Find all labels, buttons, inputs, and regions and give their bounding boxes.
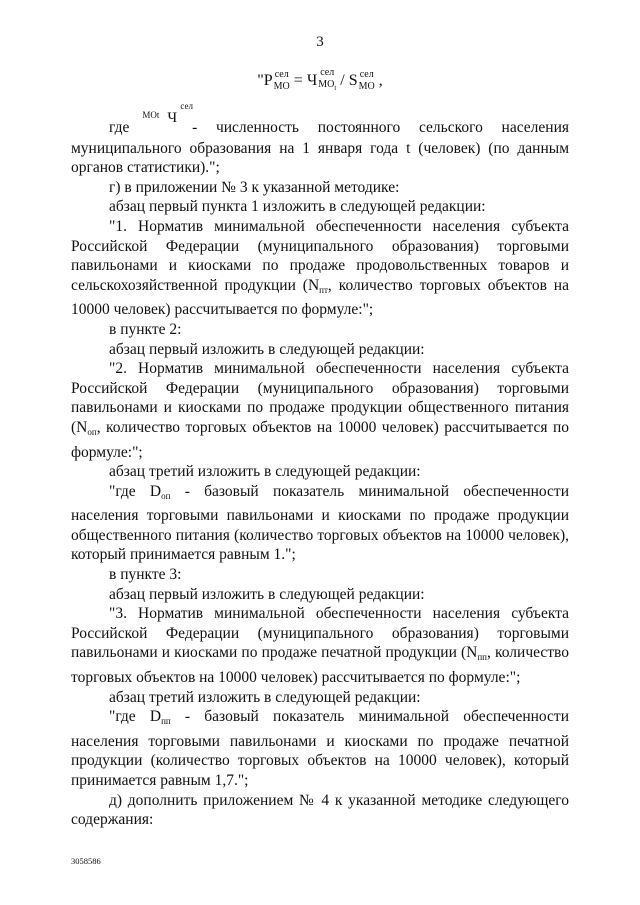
norm2-text-end: , количество торговых объектов на 10000 человек) рассчитывается по формуле:"; [71,418,569,461]
paragraph-punkt2: в пункте 2: [109,320,182,338]
where-symbol-main: Ч [167,110,178,126]
paragraph-d: д) дополнить приложением № 4 к указанной методике следующего содержания: [71,791,569,829]
base-pp-text-end: - базовый показатель минимальной обеспеченности населения торговыми павильонами и киосками по продаже печатной продукции (количество торговых объектов на 10000 человек), который принимается равным 1,7."; [71,708,569,789]
base-op-text: "где D [109,482,162,500]
norm1-text-end: , количество торговых объектов на 10000 человек) рассчитывается по формуле:"; [71,276,569,319]
where-symbol [129,101,193,139]
formula-s-sup: сел [359,68,374,80]
paragraph-norm1 [71,217,569,320]
norm1-sub: пт [319,284,328,295]
paragraph-g: г) в приложении № 3 к указанной методике: [109,178,400,196]
page-number: 3 [316,34,324,50]
where-line [71,101,569,139]
where-line1-rest: - численность постоянного сельского населения [173,119,569,136]
norm3-text-end: , количество торговых объектов на 10000 человек) рассчитывается по формуле:"; [71,644,569,687]
paragraph-punkt3: в пункте 3: [109,566,182,584]
norm1-text: "1. Норматив минимальной обеспеченности населения субъекта Российской Федерации (муниципального образования) торговыми павильонами и киосками по продаже продовольственных товаров и сельскохозяйственной продукции (N [71,217,569,294]
paragraph-abz1b: абзац первый изложить в следующей редакции: [109,340,425,358]
formula-tail: , [374,72,383,90]
formula-p-sup: сел [274,68,289,80]
formula-p-sub: МО [273,80,290,92]
footer-code: 3058586 [71,856,101,866]
formula-ch-sup: сел [320,67,335,78]
base-pp-text: "где D [109,708,162,726]
paragraph-norm3 [71,604,569,687]
formula-s: S [348,72,358,90]
paragraph-abz3b: абзац третий изложить в следующей редакции: [109,688,421,706]
formula-slash: / [336,72,349,90]
base-op-text-end: - базовый показатель минимальной обеспеченности населения торговыми павильонами и киосками по продаже продукции общественного питания (количество торговых объектов на 10000 человек), который принимается равным 1."; [71,482,569,564]
paragraph-base-op [71,482,569,565]
paragraph-abz1: абзац первый пункта 1 изложить в следующей редакции: [109,198,486,216]
formula-equals: = [289,72,307,90]
where-continuation: муниципального образования на 1 января года t (человек) (по данным органов статистики)."; [71,139,569,177]
where-gde: где [109,119,130,136]
formula-ch-sub: МО [318,79,335,90]
norm3-sub: пп [477,652,487,663]
norm2-sub: оп [87,426,97,437]
paragraph-norm2 [71,359,569,462]
formula [0,67,640,93]
paragraph-base-pp [71,707,569,790]
norm3-text: "3. Норматив минимальной обеспеченности населения субъекта Российской Федерации (муниципального образования) торговыми павильонами и киосками по продаже печатной продукции (N [71,605,569,662]
formula-ch: Ч [306,72,318,90]
formula-ch-t: t [334,84,337,92]
base-op-sub: оп [161,490,171,501]
base-pp-sub: пп [161,716,171,727]
document-body [71,101,569,830]
formula-s-sub: МО [358,80,375,92]
formula-open-quote: " [257,72,264,90]
norm2-text: "2. Норматив минимальной обеспеченности населения субъекта Российской Федерации (муниципального образования) торговыми павильонами и киосками по продаже продукции общественного питания (N [71,360,569,436]
formula-p: P [263,72,273,90]
paragraph-abz3: абзац третий изложить в следующей редакции: [109,463,421,481]
where-symbol-sup: сел [180,101,193,111]
paragraph-abz1c: абзац первый изложить в следующей редакции: [109,585,425,603]
where-symbol-sub: МОt [142,110,160,120]
